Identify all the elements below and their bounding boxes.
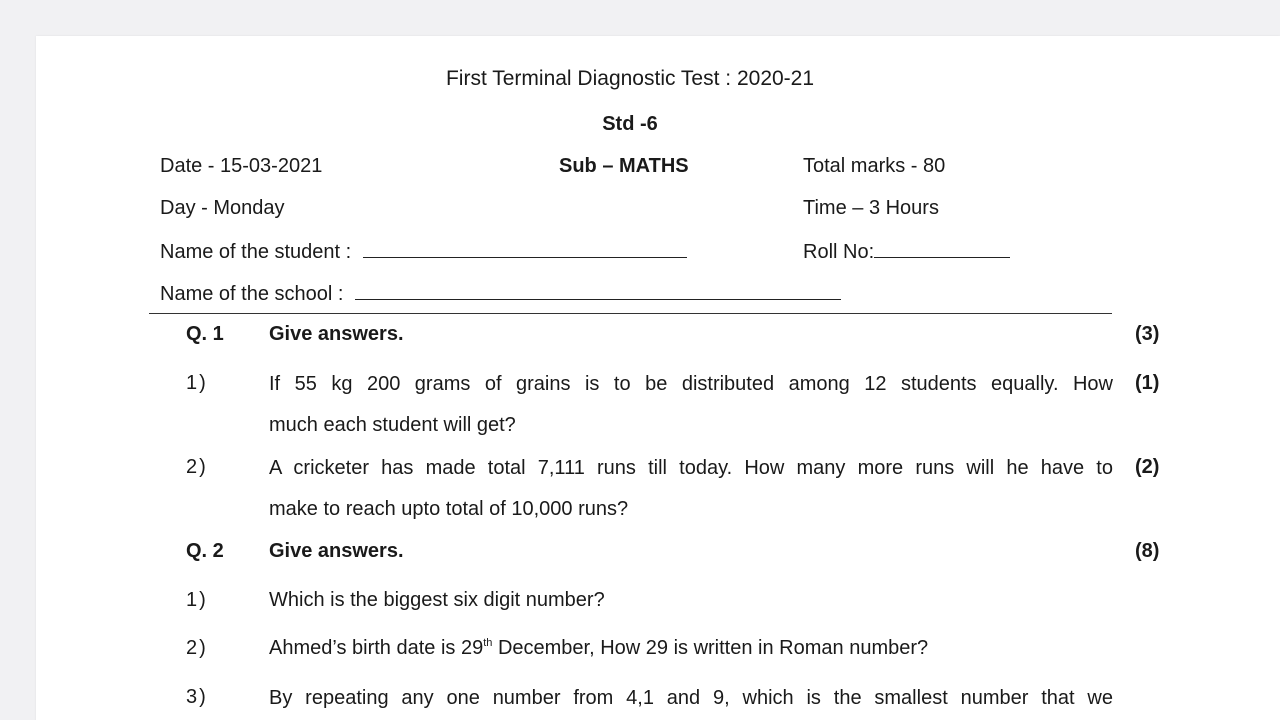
item-marks: (2) <box>1135 456 1160 478</box>
item-text-line: make to reach upto total of 10,000 runs? <box>269 498 629 520</box>
item-text-line: By repeating any one number from 4,1 and 9, which is the smallest number that we <box>269 687 1113 709</box>
school-name-label: Name of the school : <box>160 283 344 305</box>
item-number: 3) <box>186 686 208 708</box>
paper-title: First Terminal Diagnostic Test : 2020-21 <box>445 67 815 90</box>
student-name-blank <box>363 239 687 258</box>
question-heading: Give answers. <box>269 323 404 345</box>
date-label: Date - 15-03-2021 <box>160 155 323 177</box>
school-name-row <box>160 281 841 306</box>
student-name-label: Name of the student : <box>160 241 352 263</box>
item-text-part: Ahmed’s birth date is 29 <box>269 637 484 659</box>
question-number: Q. 1 <box>186 323 224 345</box>
question-marks: (3) <box>1135 323 1160 345</box>
total-marks-label: Total marks - 80 <box>803 155 946 177</box>
standard-label: Std -6 <box>602 113 658 135</box>
day-label: Day - Monday <box>160 197 285 219</box>
item-text-line: A cricketer has made total 7,111 runs till today. How many more runs will he have to <box>269 457 1113 479</box>
item-number: 1) <box>186 372 208 394</box>
item-text <box>269 447 1113 489</box>
item-text <box>269 637 928 660</box>
item-text-part: December, How 29 is written in Roman number? <box>492 637 929 659</box>
roll-no-blank <box>874 239 1010 258</box>
header-divider <box>149 313 1112 314</box>
item-text <box>269 363 1113 405</box>
ordinal-superscript: th <box>483 637 493 649</box>
time-label: Time – 3 Hours <box>803 197 939 219</box>
item-number: 2) <box>186 637 208 659</box>
item-number: 1) <box>186 589 208 611</box>
exam-paper-page <box>36 36 1280 720</box>
question-marks: (8) <box>1135 540 1160 562</box>
student-name-row <box>160 239 687 264</box>
item-text-line: much each student will get? <box>269 414 516 436</box>
item-text-line: If 55 kg 200 grams of grains is to be distributed among 12 students equally. How <box>269 373 1113 395</box>
item-marks: (1) <box>1135 372 1160 394</box>
roll-no-row <box>803 239 1010 264</box>
item-number: 2) <box>186 456 208 478</box>
question-heading: Give answers. <box>269 540 404 562</box>
item-text <box>269 677 1113 719</box>
school-name-blank <box>355 281 841 300</box>
item-text: Which is the biggest six digit number? <box>269 589 605 611</box>
roll-no-label: Roll No: <box>803 241 875 263</box>
question-number: Q. 2 <box>186 540 224 562</box>
subject-label: Sub – MATHS <box>559 155 689 177</box>
